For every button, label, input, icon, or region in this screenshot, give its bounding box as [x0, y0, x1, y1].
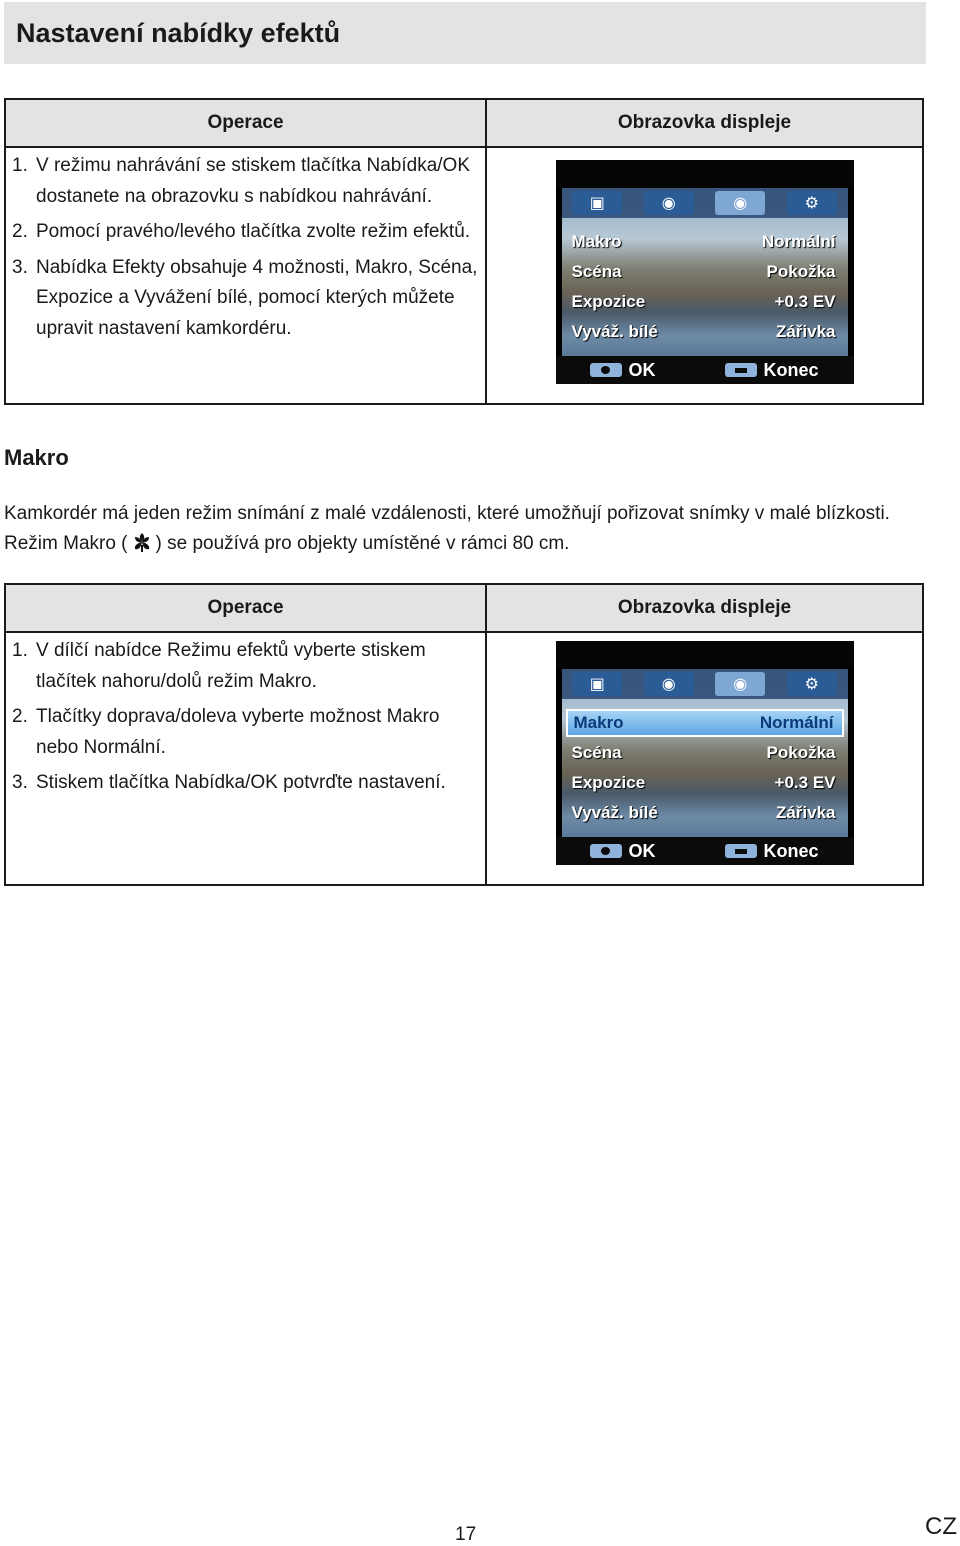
- step-number: 3.: [12, 256, 28, 278]
- movie-camera-icon: ▣: [572, 191, 622, 215]
- screen-ok-hint: [590, 360, 655, 381]
- screen-menu-row-selected: [566, 709, 844, 737]
- return-key-icon: [725, 363, 757, 377]
- header-operation: Operace: [5, 99, 486, 147]
- screen-mode-tabs: [562, 669, 848, 699]
- language-code: CZ: [925, 1513, 957, 1540]
- ok-label: OK: [628, 840, 656, 861]
- menu-row-value: Pokožka: [766, 262, 836, 281]
- step-item: [12, 702, 479, 763]
- screen-menu-row: [566, 258, 844, 286]
- screen-menu-row: [566, 739, 844, 767]
- header-operation: Operace: [5, 584, 486, 632]
- screen-menu-row: [566, 318, 844, 346]
- step-item: [12, 768, 479, 799]
- screen-menu-list: [566, 709, 844, 829]
- menu-row-value: Zářivka: [775, 322, 836, 341]
- makro-description: [4, 499, 924, 559]
- header-display: Obrazovka displeje: [486, 99, 923, 147]
- step-number: 2.: [12, 706, 28, 727]
- exit-label: Konec: [763, 359, 819, 380]
- step-text: Tlačítky doprava/doleva vyberte možnost Makro nebo Normální.: [36, 706, 440, 758]
- screen-top-bar: [556, 641, 854, 669]
- screen-bottom-bar: [556, 837, 854, 865]
- menu-row-label: Expozice: [571, 773, 646, 792]
- steps-cell: [5, 147, 486, 404]
- page-title: Nastavení nabídky efektů: [4, 2, 926, 64]
- display-cell: [486, 147, 923, 404]
- section-heading-makro: Makro: [4, 445, 69, 470]
- menu-row-value: Normální: [759, 713, 834, 732]
- screen-exit-hint: [725, 360, 818, 381]
- screen-menu-row: [566, 288, 844, 316]
- step-number: 2.: [12, 221, 28, 242]
- step-item: [12, 253, 479, 345]
- record-key-icon: [590, 844, 622, 858]
- screen-bottom-bar: [556, 356, 854, 384]
- screen-ok-hint: [590, 841, 655, 862]
- record-key-icon: [590, 363, 622, 377]
- screen-menu-list: [566, 228, 844, 348]
- menu-row-label: Makro: [573, 713, 624, 732]
- screen-mode-tabs: [562, 188, 848, 218]
- effects-palette-icon: ◉: [715, 672, 765, 696]
- step-number: 3.: [12, 772, 28, 793]
- ok-label: OK: [628, 359, 656, 380]
- screen-top-bar: [556, 160, 854, 188]
- camera-menu-screen: [556, 160, 854, 384]
- step-item: [12, 636, 479, 697]
- step-number: 1.: [12, 155, 28, 176]
- photo-camera-icon: ◉: [644, 672, 694, 696]
- macro-flower-icon: [130, 530, 154, 554]
- photo-camera-icon: ◉: [644, 191, 694, 215]
- step-text: Nabídka Efekty obsahuje 4 možnosti, Makro, Scéna, Expozice a Vyvážení bílé, pomocí kterých můžete upravit nastavení kamkordéru.: [36, 256, 478, 339]
- menu-row-value: Zářivka: [775, 803, 836, 822]
- camera-menu-screen: [556, 641, 854, 865]
- step-text: Stiskem tlačítka Nabídka/OK potvrďte nastavení.: [36, 772, 446, 793]
- gear-icon: ⚙: [787, 672, 837, 696]
- screen-menu-row: [566, 769, 844, 797]
- step-text: Pomocí pravého/levého tlačítka zvolte režim efektů.: [36, 221, 471, 242]
- header-display: Obrazovka displeje: [486, 584, 923, 632]
- menu-row-value: Normální: [761, 232, 836, 251]
- page-number: 17: [455, 1524, 477, 1545]
- menu-row-label: Vyváž. bílé: [571, 803, 658, 822]
- step-item: [12, 217, 479, 248]
- effects-palette-icon: ◉: [715, 191, 765, 215]
- movie-camera-icon: ▣: [572, 672, 622, 696]
- screen-menu-row: [566, 228, 844, 256]
- menu-row-label: Scéna: [571, 262, 622, 281]
- gear-icon: ⚙: [787, 191, 837, 215]
- step-text: V dílčí nabídce Režimu efektů vyberte stiskem tlačítek nahoru/dolů režim Makro.: [36, 640, 426, 692]
- steps-cell: [5, 632, 486, 885]
- menu-row-label: Scéna: [571, 743, 622, 762]
- display-cell: [486, 632, 923, 885]
- paragraph-text-part-2: ) se používá pro objekty umístěné v rámci 80 cm.: [155, 533, 570, 554]
- return-key-icon: [725, 844, 757, 858]
- menu-row-label: Makro: [571, 232, 622, 251]
- paragraph-text-part-1: Kamkordér má jeden režim snímání z malé vzdálenosti, které umožňují pořizovat snímky v malé blízkosti. Režim Makro (: [4, 503, 890, 554]
- menu-row-value: +0.3 EV: [774, 773, 836, 792]
- menu-row-label: Vyváž. bílé: [571, 322, 658, 341]
- operation-table-2: [4, 583, 924, 886]
- menu-row-label: Expozice: [571, 292, 646, 311]
- exit-label: Konec: [763, 840, 819, 861]
- step-text: V režimu nahrávání se stiskem tlačítka Nabídka/OK dostanete na obrazovku s nabídkou nahrávání.: [36, 155, 471, 207]
- screen-exit-hint: [725, 841, 818, 862]
- step-number: 1.: [12, 640, 28, 661]
- menu-row-value: +0.3 EV: [774, 292, 836, 311]
- menu-row-value: Pokožka: [766, 743, 836, 762]
- operation-table-1: [4, 98, 924, 405]
- screen-menu-row: [566, 799, 844, 827]
- step-item: [12, 151, 479, 212]
